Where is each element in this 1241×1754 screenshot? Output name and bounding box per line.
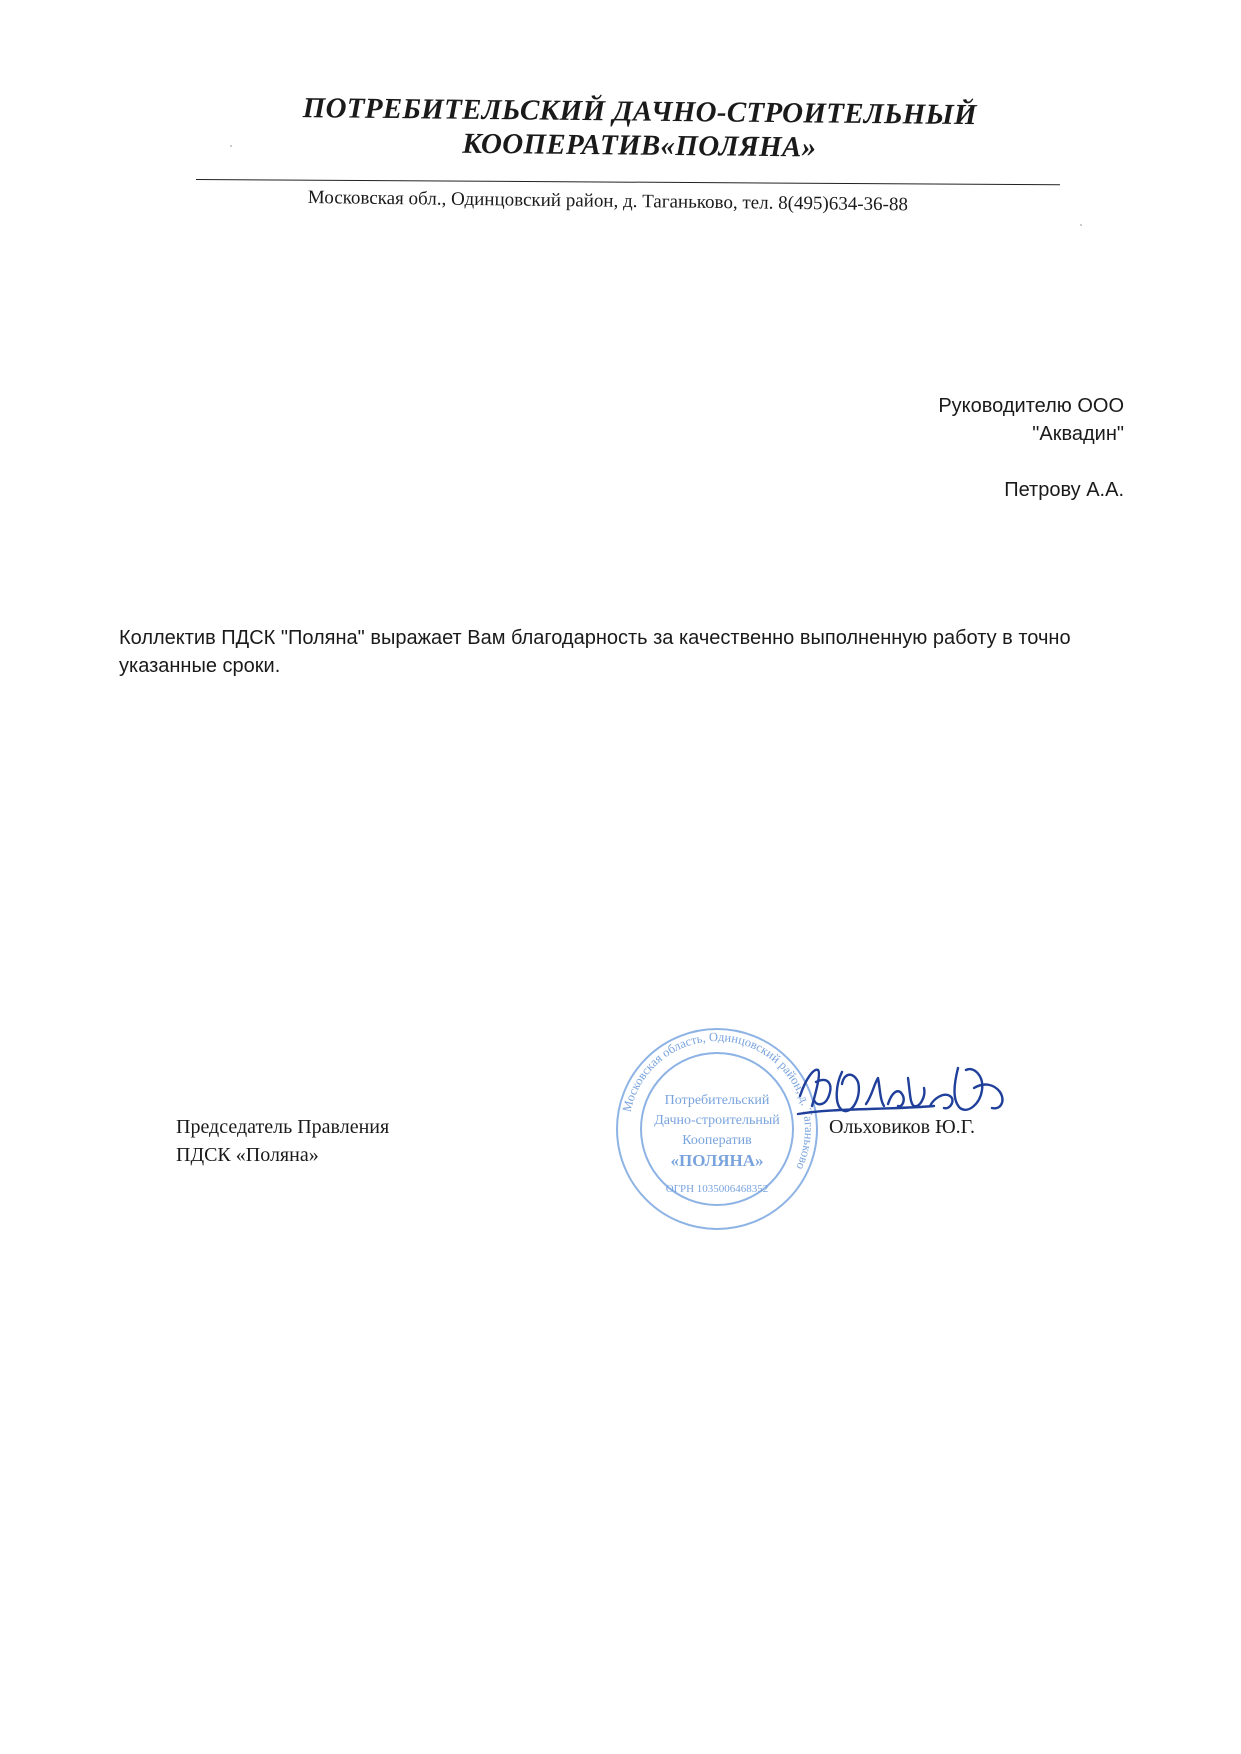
header-divider: [196, 179, 1060, 185]
scan-speck: [230, 145, 232, 147]
stamp-line3: Кооператив: [682, 1133, 752, 1148]
recipient-line2: "Аквадин": [1032, 423, 1124, 445]
signatory-position-line2: ПДСК «Поляна»: [176, 1144, 319, 1166]
organization-title-line2: КООПЕРАТИВ«ПОЛЯНА»: [462, 127, 817, 164]
letter-body: Коллектив ПДСК "Поляна" выражает Вам благодарность за качественно выполненную работу в точно указанные сроки.: [119, 627, 1071, 677]
recipient-line1: Руководителю ООО: [938, 395, 1124, 417]
recipient-block: [938, 392, 1124, 504]
recipient-name: Петрову А.А.: [1004, 479, 1124, 501]
organization-stamp: [612, 1024, 822, 1234]
stamp-line4: «ПОЛЯНА»: [670, 1151, 764, 1170]
signatory-name: Ольховиков Ю.Г.: [829, 1116, 975, 1138]
stamp-outer-text: Московская область, Одинцовский район, д. Таганьково: [619, 1029, 817, 1172]
organization-title: [199, 90, 1080, 167]
stamp-line1: Потребительский: [664, 1093, 770, 1108]
organization-address: Московская обл., Одинцовский район, д. Таганьково, тел. 8(495)634-36-88: [307, 187, 909, 216]
organization-title-line1: ПОТРЕБИТЕЛЬСКИЙ ДАЧНО-СТРОИТЕЛЬНЫЙ: [302, 92, 978, 132]
scan-speck: [1080, 224, 1082, 226]
stamp-line2: Дачно-строительный: [654, 1113, 780, 1128]
signatory-position: [176, 1113, 389, 1169]
stamp-ogrn: ОГРН 1035006468352: [665, 1183, 769, 1195]
signatory-position-line1: Председатель Правления: [176, 1116, 390, 1138]
